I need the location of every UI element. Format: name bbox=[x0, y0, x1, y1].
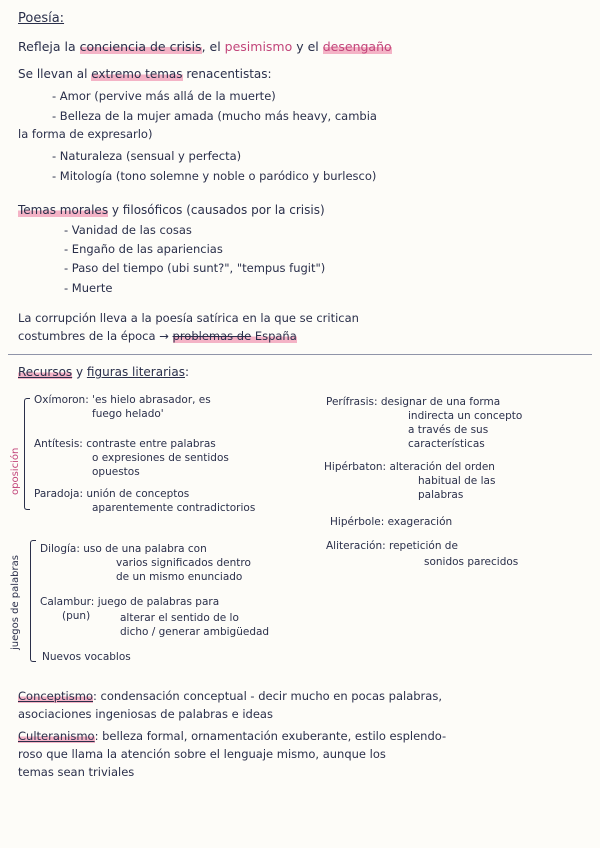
term-def: uso de una palabra con bbox=[83, 543, 207, 555]
term-def-line: de un mismo enunciado bbox=[116, 571, 243, 583]
term-label: Paradoja: bbox=[34, 488, 84, 500]
conceptismo-def: : condensación conceptual - decir mucho en pocas palabras, bbox=[93, 689, 442, 703]
term-def-line: características bbox=[408, 438, 485, 450]
term-def: designar de una forma bbox=[380, 396, 501, 408]
recursos-text-c: : bbox=[184, 365, 190, 379]
section-divider bbox=[8, 354, 592, 355]
term-perifrasis bbox=[326, 396, 500, 408]
term-nuevos-vocablos: Nuevos vocablos bbox=[42, 651, 131, 663]
recursos-heading bbox=[18, 366, 189, 380]
term-def: juego de palabras para bbox=[97, 596, 220, 608]
intro-highlight-crisis: conciencia de crisis bbox=[79, 39, 202, 54]
corrupcion-text-b: España bbox=[251, 329, 297, 343]
corrupcion-line2 bbox=[18, 330, 297, 343]
culteranismo-line3: temas sean triviales bbox=[18, 765, 135, 779]
term-antitesis bbox=[34, 438, 216, 450]
term-oximoron bbox=[34, 394, 211, 406]
term-def: repetición de bbox=[389, 540, 458, 552]
term-dilogia bbox=[40, 543, 207, 555]
term-label: Perífrasis: bbox=[326, 396, 378, 408]
figuras-highlight: figuras literarias bbox=[86, 365, 185, 379]
term-label: Calambur: bbox=[40, 596, 95, 608]
conceptismo-line1 bbox=[18, 690, 442, 703]
renacentistas-item: - Amor (pervive más allá de la muerte) bbox=[52, 89, 276, 103]
term-label: Oxímoron: bbox=[34, 394, 89, 406]
morales-item: - Vanidad de las cosas bbox=[64, 223, 192, 237]
term-hiperbaton bbox=[324, 461, 495, 473]
term-def-line: dicho / generar ambigüedad bbox=[120, 626, 270, 638]
morales-item: - Muerte bbox=[64, 281, 113, 295]
renacentistas-item: - Naturaleza (sensual y perfecta) bbox=[52, 149, 242, 163]
juegos-bracket bbox=[30, 540, 36, 662]
term-def-line: aparentemente contradictorios bbox=[92, 502, 256, 514]
morales-item: - Paso del tiempo (ubi sunt?", "tempus fugit") bbox=[64, 261, 326, 275]
term-def-line: varios significados dentro bbox=[116, 557, 251, 569]
term-label: Antítesis: bbox=[34, 438, 83, 450]
term-def: 'es hielo abrasador, es bbox=[92, 394, 211, 406]
term-calambur bbox=[40, 596, 219, 608]
term-def-line: habitual de las bbox=[418, 475, 496, 487]
oposicion-bracket bbox=[24, 398, 30, 510]
term-hiperbole bbox=[330, 516, 452, 528]
term-label: Hipérbole: bbox=[330, 516, 385, 528]
intro-text-c: y el bbox=[292, 39, 323, 54]
term-def: contraste entre palabras bbox=[86, 438, 216, 450]
term-def-line: alterar el sentido de lo bbox=[120, 612, 239, 624]
conceptismo-line2: asociaciones ingeniosas de palabras e ideas bbox=[18, 707, 273, 721]
page-title: Poesía: bbox=[18, 11, 65, 26]
term-def-line: palabras bbox=[418, 489, 464, 501]
term-def-line: sonidos parecidos bbox=[424, 556, 519, 568]
morales-highlight: Temas morales bbox=[18, 203, 109, 217]
morales-text-b: y filosóficos (causados por la crisis) bbox=[108, 203, 325, 217]
intro-pink-desengano: desengaño bbox=[322, 39, 392, 54]
term-def: unión de conceptos bbox=[86, 488, 190, 500]
renacentistas-text-a: Se llevan al bbox=[18, 67, 92, 81]
term-label: Dilogía: bbox=[40, 543, 80, 555]
intro-line bbox=[18, 40, 392, 54]
recursos-text-b: y bbox=[72, 365, 87, 379]
term-aliteracion bbox=[326, 540, 458, 552]
renacentistas-heading bbox=[18, 68, 272, 82]
term-def-line: opuestos bbox=[92, 466, 140, 478]
recursos-highlight: Recursos bbox=[18, 365, 73, 379]
corrupcion-strike: problemas de bbox=[172, 329, 252, 343]
culteranismo-line2: roso que llama la atención sobre el lenguaje mismo, aunque los bbox=[18, 747, 386, 761]
term-label: Aliteración: bbox=[326, 540, 386, 552]
renacentistas-item: - Belleza de la mujer amada (mucho más heavy, cambia bbox=[52, 109, 377, 123]
term-def-line: fuego helado' bbox=[92, 408, 164, 420]
term-def: alteración del orden bbox=[389, 461, 495, 473]
renacentistas-highlight: extremo temas bbox=[91, 67, 183, 81]
intro-text-b: , el bbox=[201, 39, 225, 54]
term-label-pun: (pun) bbox=[62, 610, 91, 622]
culteranismo-def: : belleza formal, ornamentación exuberante, estilo esplendo- bbox=[94, 729, 447, 743]
morales-item: - Engaño de las apariencias bbox=[64, 242, 223, 256]
term-def-line: o expresiones de sentidos bbox=[92, 452, 229, 464]
oposicion-group-label: oposición bbox=[10, 447, 21, 495]
morales-heading bbox=[18, 204, 325, 218]
term-paradoja bbox=[34, 488, 189, 500]
culteranismo-term: Culteranismo bbox=[18, 729, 95, 743]
renacentistas-item: - Mitología (tono solemne y noble o paródico y burlesco) bbox=[52, 169, 377, 183]
term-def-line: a través de sus bbox=[408, 424, 489, 436]
renacentistas-text-b: renacentistas: bbox=[182, 67, 272, 81]
term-def-line: indirecta un concepto bbox=[408, 410, 523, 422]
intro-pink-pesimismo: pesimismo bbox=[224, 39, 293, 54]
juegos-group-label: juegos de palabras bbox=[10, 555, 21, 650]
term-def: exageración bbox=[387, 516, 453, 528]
term-label: Hipérbaton: bbox=[324, 461, 387, 473]
renacentistas-item: la forma de expresarlo) bbox=[18, 127, 153, 141]
conceptismo-term: Conceptismo bbox=[18, 689, 93, 703]
intro-text-a: Refleja la bbox=[18, 39, 80, 54]
corrupcion-line1: La corrupción lleva a la poesía satírica en la que se critican bbox=[18, 311, 359, 325]
corrupcion-text-a: costumbres de la época → bbox=[18, 329, 173, 343]
culteranismo-line1 bbox=[18, 730, 446, 743]
